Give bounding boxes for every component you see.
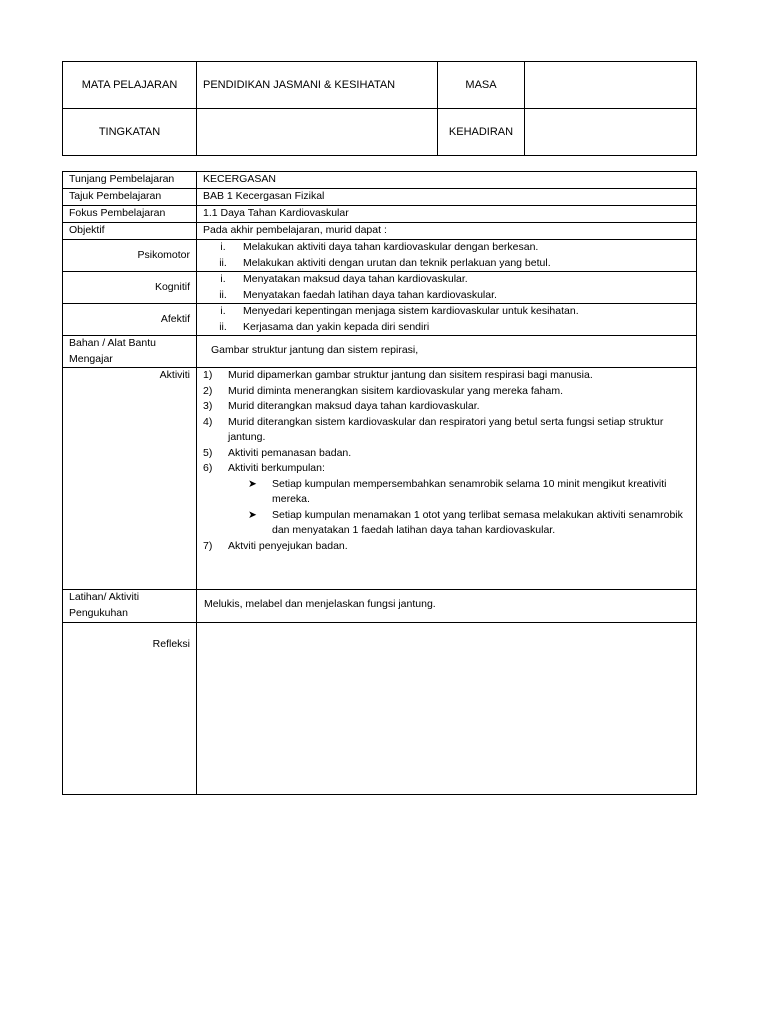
list-item: 5) Aktiviti pemanasan badan. [203,446,352,459]
list-item: 7) Aktviti penyejukan badan. [203,539,348,552]
tajuk-label: Tajuk Pembelajaran [63,189,197,206]
tingkatan-value [197,109,438,156]
mata-pelajaran-value: PENDIDIKAN JASMANI & KESIHATAN [197,62,438,109]
afektif-label: Afektif [63,304,197,336]
list-item: 4) Murid diterangkan sistem kardiovaskular dan respiratori yang betul serta fungsi setiap struktur jantung. [203,415,664,443]
kognitif-label: Kognitif [63,272,197,304]
bahan-label: Bahan / Alat Bantu Mengajar [63,336,197,368]
latihan-value: Melukis, melabel dan menjelaskan fungsi jantung. [197,590,697,623]
refleksi-label: Refleksi [63,623,197,795]
list-item: 2) Murid diminta menerangkan sisitem kardiovaskular yang mereka faham. [203,384,563,397]
kehadiran-label: KEHADIRAN [438,109,525,156]
afektif-list [197,304,697,336]
tingkatan-label: TINGKATAN [63,109,197,156]
aktiviti-list [197,368,697,590]
aktiviti-label: Aktiviti [63,368,197,590]
kognitif-list [197,272,697,304]
masa-label: MASA [438,62,525,109]
objektif-value: Pada akhir pembelajaran, murid dapat : [197,223,697,240]
list-item: 6) Aktiviti berkumpulan: [203,462,325,474]
latihan-label: Latihan/ Aktiviti Pengukuhan [63,590,197,623]
bullet-item: ➤ Setiap kumpulan mempersembahkan senamrobik selama 10 minit mengikut kreativiti mereka. [203,477,696,508]
lesson-plan-table [62,171,697,795]
masa-value [525,62,697,109]
list-item: ii. Menyatakan faedah latihan daya tahan kardiovaskular. [219,288,497,301]
psikomotor-list [197,240,697,272]
refleksi-value [197,623,697,795]
list-item: i. Menyatakan maksud daya tahan kardiovaskular. [220,273,468,285]
fokus-label: Fokus Pembelajaran [63,206,197,223]
bullet-item: ➤ Setiap kumpulan menamakan 1 otot yang terlibat semasa melakukan aktiviti senamrobik dan menyatakan 1 faedah latihan daya tahan kardiovaskular. [203,508,696,539]
fokus-value: 1.1 Daya Tahan Kardiovaskular [197,206,697,223]
list-item: i. Melakukan aktiviti daya tahan kardiovaskular dengan berkesan. [220,241,539,253]
kehadiran-value [525,109,697,156]
tunjang-label: Tunjang Pembelajaran [63,172,197,189]
tajuk-value: BAB 1 Kecergasan Fizikal [197,189,697,206]
arrow-bullet-icon: ➤ [248,508,257,521]
mata-pelajaran-label: MATA PELAJARAN [63,62,197,109]
bahan-value: Gambar struktur jantung dan sistem repirasi, [197,336,697,368]
arrow-bullet-icon: ➤ [248,477,257,490]
list-item: i. Menyedari kepentingan menjaga sistem kardiovaskular untuk kesihatan. [220,305,579,317]
header-table [62,61,697,156]
tunjang-value: KECERGASAN [197,172,697,189]
list-item: 1) Murid dipamerkan gambar struktur jantung dan sisitem respirasi bagi manusia. [203,369,593,381]
psikomotor-label: Psikomotor [63,240,197,272]
objektif-label: Objektif [63,223,197,240]
list-item: 3) Murid diterangkan maksud daya tahan kardiovaskular. [203,400,480,412]
list-item: ii. Kerjasama dan yakin kepada diri sendiri [219,320,430,333]
list-item: ii. Melakukan aktiviti dengan urutan dan teknik perlakuan yang betul. [219,256,551,269]
